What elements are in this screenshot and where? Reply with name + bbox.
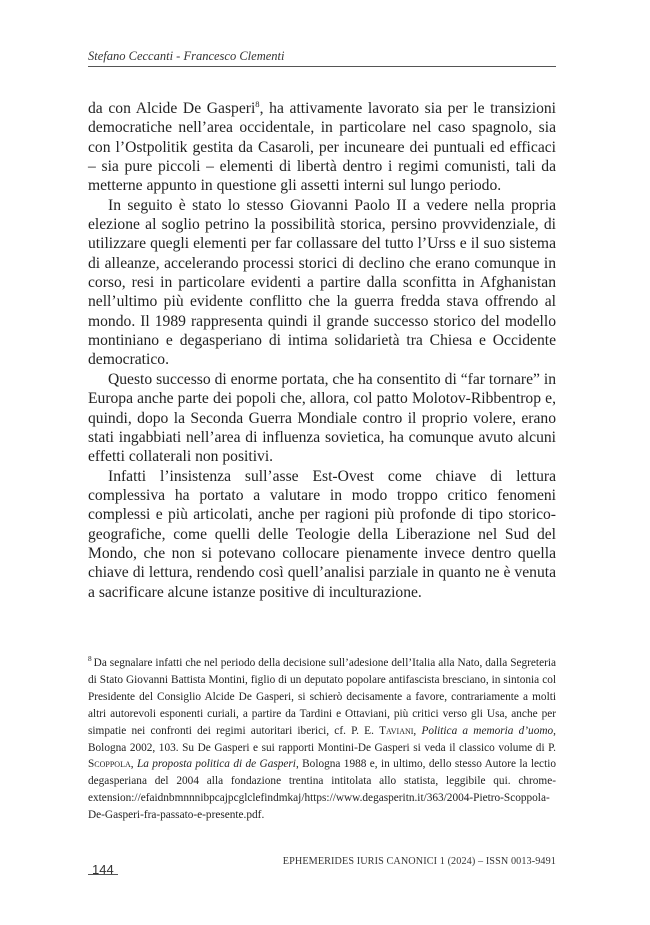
body-text — [88, 99, 556, 602]
paragraph-3: Questo successo di enorme portata, che ha consentito di “far tornare” in Europa anche parte dei popoli che, allora, col patto Molotov-Ribbentrop e, quindi, dopo la Seconda Guerra Mondiale contro il proprio volere, erano stati ingabbiati nell’area di influenza sovietica, ha comunque avuto alcuni effetti collaterali non positivi. — [88, 370, 556, 466]
journal-citation: EPHEMERIDES IURIS CANONICI 1 (2024) – ISSN 0013-9491 — [282, 856, 556, 867]
footnote-text-3: , Bologna 1988 e, in ultimo, dello stesso Autore la lectio degasperiana del 2004 alla fondazione trentina intitolata allo statista, leggibile qui. chrome-extension://efaidnbmnnnibpcajpcglclefindmkaj/https://www.degasperitn.it/363/2004-Pietro-Scoppola-De-Gasperi-fra-passato-e-presente.pdf. — [88, 758, 556, 822]
footnote-separator-1: , — [413, 724, 422, 737]
paragraph-2: In seguito è stato lo stesso Giovanni Paolo II a vedere nella propria elezione al soglio petrino la possibilità storica, persino provvidenziale, di utilizzare quegli elementi per far collassare del tutto l’Urss e il suo sistema di alleanze, accelerando processi storici di declino che erano comunque in corso, resi in particolare evidenti a partire dalla sconfitta in Afghanistan nell’ultimo più evidente conflitto che la guerra fredda stava offrendo al mondo. Il 1989 rappresenta quindi il grande successo storico del modello montiniano e degasperiano di intima solidarietà tra Chiesa e Occidente democratico. — [88, 196, 556, 369]
footnote-author-taviani: Taviani — [379, 724, 414, 737]
footnote-number: 8 — [88, 654, 92, 664]
footnote-8 — [88, 655, 556, 824]
footnote-reference[interactable]: 8 — [255, 98, 260, 109]
footnote-text-1: Da segnalare infatti che nel periodo della decisione sull’adesione dell’Italia alla Nato, dalla Segreteria di Stato Giovanni Battista Montini, figlio di un deputato popolare antifascista bresciano, in sintonia col Presidente del Consiglio Alcide De Gasperi, si schierò decisamente a favore, contrariamente a molti altri autorevoli esponenti curiali, a partire da Tardini e Ottaviani, più critici verso gli Usa, anche per simpatie nei confronti dei regimi autoritari iberici, cf. P. E. — [88, 657, 556, 737]
running-header: Stefano Ceccanti - Francesco Clementi — [88, 49, 285, 63]
paragraph-1-rest: , ha attivamente lavorato sia per le transizioni democratiche nell’area occidentale, in particolare nel caso spagnolo, sia con l’Ostpolitik gestita da Casaroli, per incuneare dei puntuali ed efficaci – sia pure piccoli – elementi di libertà dentro i regimi comunisti, tali da metterne appunto in questione gli assetti interni sul lungo periodo. — [88, 100, 556, 195]
header-rule — [88, 66, 556, 67]
footnote-title-2: La proposta politica di de Gasperi — [136, 758, 296, 771]
paragraph-4: Infatti l’insistenza sull’asse Est-Ovest come chiave di lettura complessiva ha portato a valutare in modo troppo critico fenomeni complessi e più articolati, anche per ragioni più profonde di tipo storico-geografiche, come quelli delle Teologie della Liberazione nel Sud del Mondo, che non si potevano collocare pienamente invece dentro quella chiave di lettura, rendendo così quell’analisi parziale in quanto ne è venuta a sacrificare alcune istanze positive di inculturazione. — [88, 467, 556, 601]
footer-rule — [88, 874, 118, 875]
footnotes — [88, 655, 556, 824]
footnote-separator-2: , — [130, 758, 137, 771]
page-number: 144 — [92, 862, 114, 877]
page-footer — [88, 856, 556, 876]
footnote-author-scoppola: Scoppola — [88, 758, 131, 771]
footnote-text-2: , Bologna 2002, 103. Su De Gasperi e sui rapporti Montini-De Gasperi si veda il classico volume di P. — [88, 724, 556, 754]
paragraph-1 — [88, 99, 556, 196]
paragraph-1-start: da con Alcide De Gasperi — [88, 100, 256, 117]
footnote-title-1: Politica a memoria d’uomo — [421, 724, 554, 737]
